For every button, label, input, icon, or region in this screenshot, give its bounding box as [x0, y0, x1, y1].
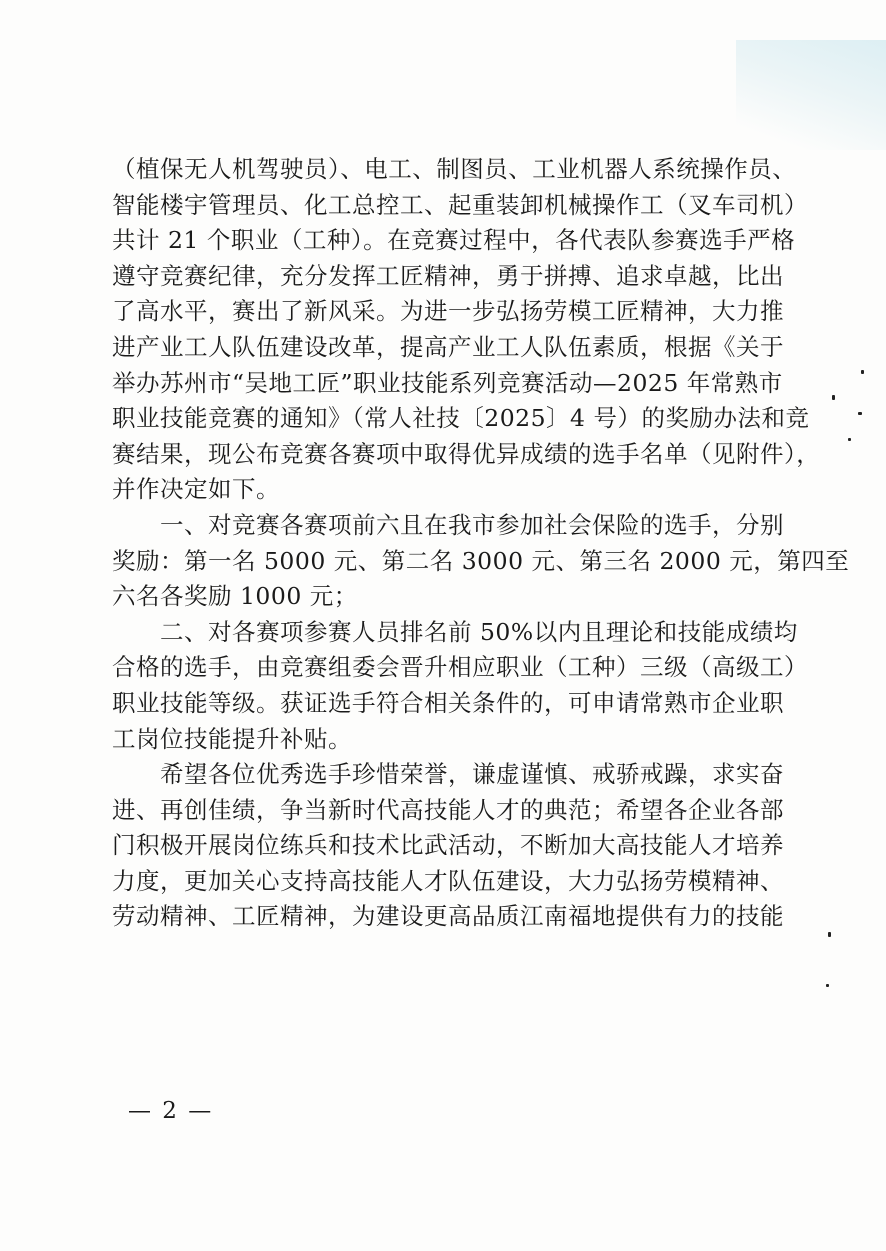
scan-speck	[858, 412, 862, 415]
paragraph-reward-item-1	[112, 508, 850, 615]
text-line: 六名各奖励 1000 元；	[112, 582, 358, 611]
paragraph-closing-hope	[112, 757, 782, 935]
text-line: 希望各位优秀选手珍惜荣誉，谦虚谨慎、戒骄戒躁，求实奋	[160, 760, 784, 789]
text-line: 赛结果，现公布竞赛各赛项中取得优异成绩的选手名单（见附件），	[112, 439, 821, 468]
text-line: 并作决定如下。	[112, 475, 280, 504]
scan-speck	[848, 438, 851, 441]
text-line: 力度，更加关心支持高技能人才队伍建设，大力弘扬劳模精神、	[112, 866, 784, 895]
document-body	[112, 152, 850, 935]
paragraph-continuation	[112, 152, 821, 508]
scan-speck	[826, 984, 829, 987]
text-line: 工岗位技能提升补贴。	[112, 724, 352, 753]
text-line: （植保无人机驾驶员）、电工、制图员、工业机器人系统操作员、	[112, 155, 797, 183]
text-line: 二、对各赛项参赛人员排名前 50%以内且理论和技能成绩均	[160, 617, 798, 646]
text-line: 遵守竞赛纪律，充分发挥工匠精神，勇于拼搏、追求卓越，比出	[112, 261, 784, 290]
text-line: 进产业工人队伍建设改革，提高产业工人队伍素质，根据《关于	[112, 332, 784, 361]
paragraph-reward-item-2	[112, 615, 808, 757]
page-number: — 2 —	[128, 1098, 214, 1124]
text-line: 奖励：第一名 5000 元、第二名 3000 元、第三名 2000 元，第四至	[112, 546, 850, 575]
text-line: 门积极开展岗位练兵和技术比武活动，不断加大高技能人才培养	[112, 831, 784, 860]
text-line: 一、对竞赛各赛项前六且在我市参加社会保险的选手，分别	[160, 510, 784, 539]
text-line: 职业技能等级。获证选手符合相关条件的，可申请常熟市企业职	[112, 688, 784, 717]
text-line: 合格的选手，由竞赛组委会晋升相应职业（工种）三级（高级工）	[112, 653, 808, 682]
text-line: 进、再创佳绩，争当新时代高技能人才的典范；希望各企业各部	[112, 795, 784, 824]
scan-speck	[832, 395, 835, 400]
text-line: 职业技能竞赛的通知》（常人社技〔2025〕4 号）的奖励办法和竞	[112, 404, 810, 433]
text-line: 了高水平，赛出了新风采。为进一步弘扬劳模工匠精神，大力推	[112, 297, 784, 326]
text-line: 劳动精神、工匠精神，为建设更高品质江南福地提供有力的技能	[112, 902, 784, 931]
text-line: 共计 21 个职业（工种）。在竞赛过程中，各代表队参赛选手严格	[112, 226, 796, 255]
scan-speck	[861, 370, 864, 374]
scan-color-artifact	[736, 40, 886, 150]
text-line: 智能楼宇管理员、化工总控工、起重装卸机械操作工（叉车司机）	[112, 190, 808, 219]
scan-speck	[828, 932, 831, 937]
text-line: 举办苏州市“吴地工匠”职业技能系列竞赛活动—2025 年常熟市	[112, 368, 783, 397]
